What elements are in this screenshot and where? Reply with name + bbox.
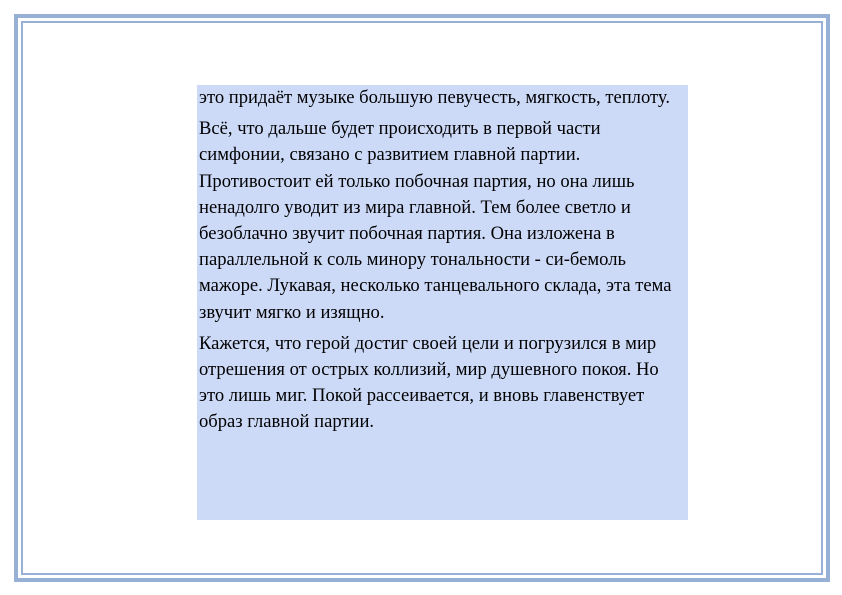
paragraph-1: это придаёт музыке большую певучесть, мягкость, теплоту. — [199, 87, 670, 108]
paragraph-3: Кажется, что герой достиг своей цели и погрузился в мир отрешения от острых коллизий, мир душевного покоя. Но это лишь миг. Покой рассеивается, и вновь главенствует образ главной партии. — [199, 332, 659, 433]
text-block — [197, 85, 688, 520]
paragraph-2: Всё, что дальше будет происходить в первой части симфонии, связано с развитием главной партии. Противостоит ей только побочная партия, но она лишь ненадолго уводит из мира главной. Тем более светло и безоблачно звучит побочная партия. Она изложена в параллельной к соль минору тональности - си-бемоль мажоре. Лукавая, несколько танцевального склада, эта тема звучит мягко и изящно. — [199, 118, 672, 323]
